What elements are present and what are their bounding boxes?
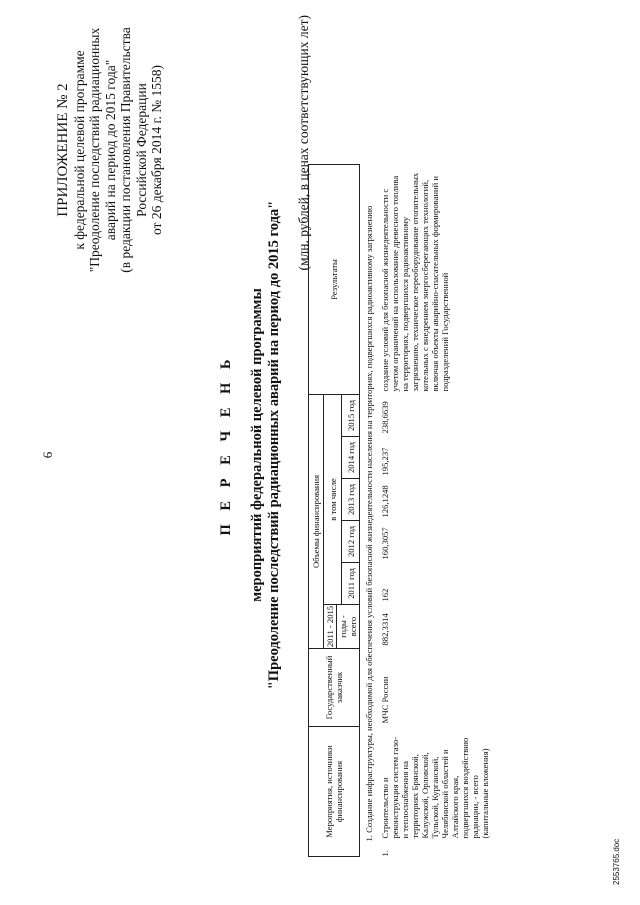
header-year-2013: 2013 год [342,479,360,521]
row-measure: Строительство и реконструкция систем газо- и теплоснабжения на территориях Брянской, Калужской, Орловской, Тульской, Курганской, Челябинской областей и Алтайского края, подвергшихся воздействию радиации, - всего (капитальные вложения) [380,736,490,839]
header-funding: Объемы финансирования [309,395,324,649]
header-total [324,605,360,649]
header-including: в том числе [324,395,342,605]
appendix-line: "Преодоление последствий радиационных [87,27,102,273]
header-year-2014: 2014 год [342,437,360,479]
appendix-line: от 26 декабря 2014 г. № 1558) [149,64,164,236]
row-2013: 126,1248 [380,485,390,518]
title-heading: П Е Р Е Ч Е Н Ь [218,354,234,536]
header-year-2011: 2011 год [342,563,360,605]
document-title [218,165,283,725]
title-line: "Преодоление последствий радиационных аварий на период до 2015 года" [266,200,282,690]
title-line: мероприятий федеральной целевой программы [249,288,265,602]
header-total-bottom: годы - всего [338,615,358,638]
file-footer: 2553765.doc [612,838,621,885]
row-number: 1. [380,850,390,857]
header-year-2015: 2015 год [342,395,360,437]
row-result: создание условий для безопасной жизнедеятельности с учетом ограничений на использование древесного топлива на территориях, подвергшихся радиоактивному загрязнению, техническое переоборудование отопительных котельных с внедрением энергосберегающих технологий, включая объекты аварийно-спасательных формирований и подразделений Государственной [380,172,450,392]
header-customer: Государственный заказчик [309,649,360,727]
units-note: (млн. рублей, в ценах соответствующих лет) [296,15,311,271]
appendix-line: к федеральной целевой программе [71,50,87,250]
measures-table [308,164,492,857]
appendix-line: аварий на период до 2015 года" [102,59,118,241]
row-measure-cell [378,727,492,857]
row-total: 882,3314 [380,613,390,646]
appendix-line: Российской Федерации [133,83,149,217]
row-2015: 238,6639 [380,401,390,434]
page-number: 6 [40,451,55,459]
section-title: 1. Создание инфраструктуры, необходимой для обеспечения условий безопасной жизнедеятельности населения на территориях, подвергшихся радиоактивному загрязнению [364,205,374,842]
appendix-line: (в редакции постановления Правительства [118,27,133,273]
table-row [378,165,492,857]
header-results: Результаты [309,165,360,395]
row-customer: МЧС России [380,676,390,724]
row-2014: 195,237 [380,447,390,476]
row-2012: 160,3057 [380,527,390,560]
appendix-line: ПРИЛОЖЕНИЕ № 2 [55,83,71,217]
header-measures: Мероприятия, источники финансирования [309,727,360,857]
header-year-2012: 2012 год [342,521,360,563]
header-total-top: 2011 - 2015 [325,605,335,648]
row-2011: 162 [380,588,390,602]
appendix-header [56,0,165,305]
